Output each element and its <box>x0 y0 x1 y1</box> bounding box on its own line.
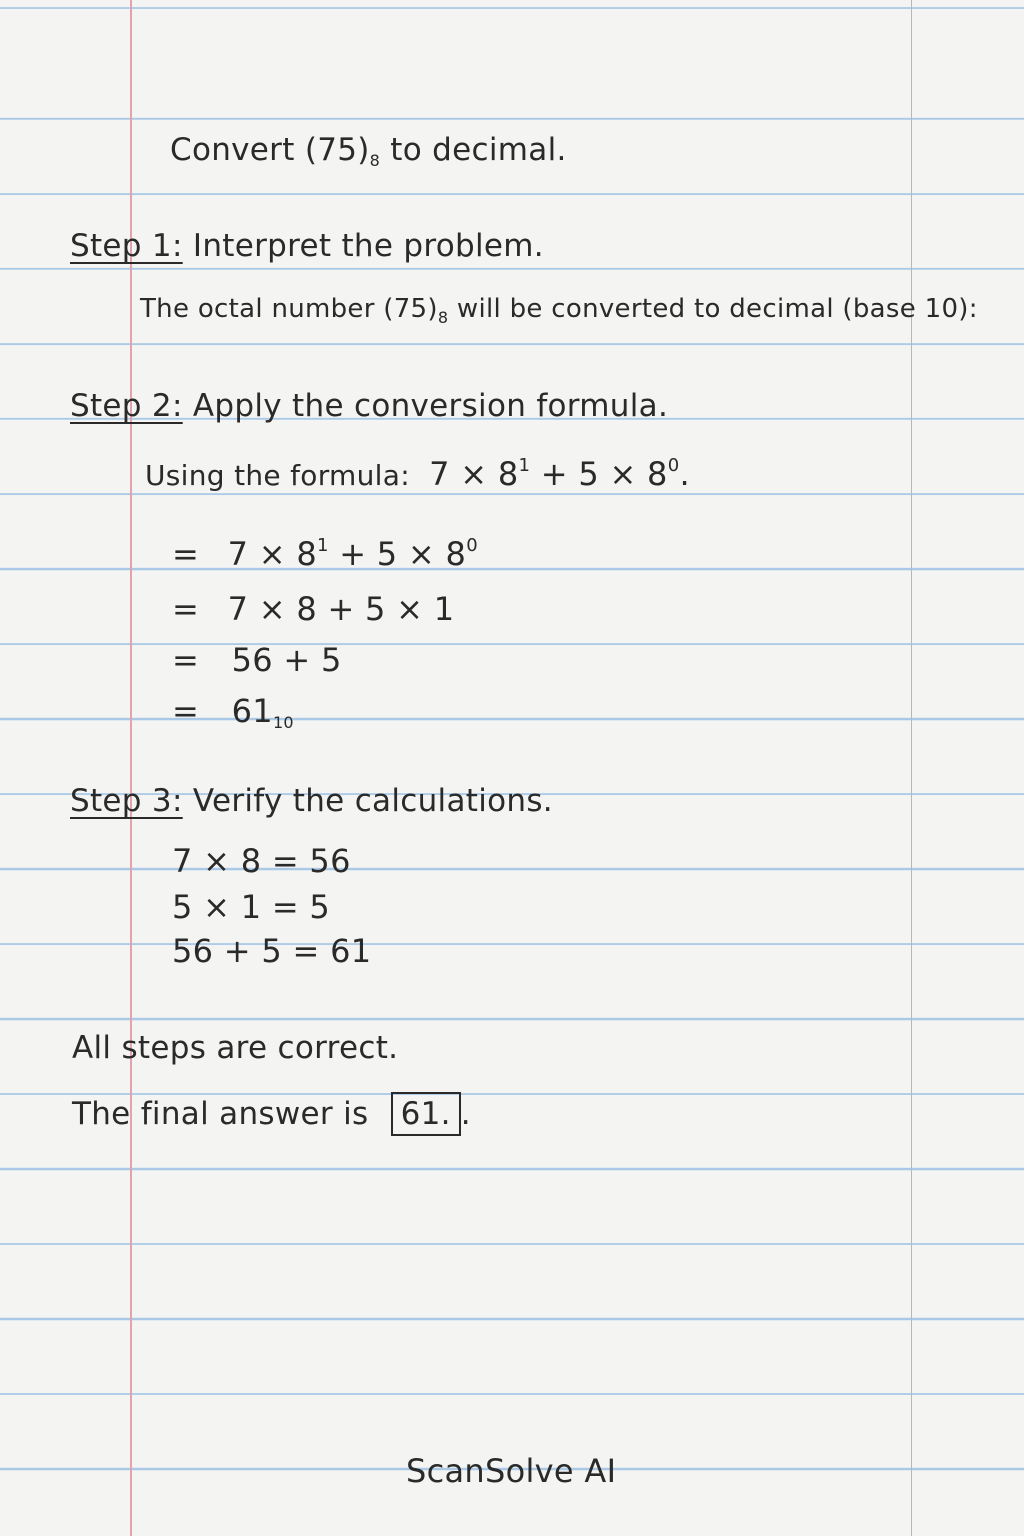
step1-heading <box>70 228 544 264</box>
calc1-term-a-exponent: 1 <box>316 535 329 556</box>
calc1-term-b-exponent: 0 <box>466 535 478 556</box>
calc-line-2 <box>172 590 454 628</box>
calc2-text: 7 × 8 + 5 × 1 <box>227 590 455 628</box>
final-answer-prefix: The final answer is <box>72 1096 369 1132</box>
formula-term-a-exponent: 1 <box>518 455 531 476</box>
calc4-subscript: 10 <box>272 713 294 732</box>
step1-label: Step 1: <box>70 228 183 264</box>
equals-sign: = <box>172 535 200 573</box>
step1-description <box>140 294 978 327</box>
problem-base-subscript: 8 <box>369 151 381 170</box>
step1-title: Interpret the problem. <box>192 228 544 264</box>
all-correct-text: All steps are correct. <box>72 1030 399 1066</box>
calc1-term-b: + 5 × 8 <box>328 535 467 573</box>
calc4-text: 61 <box>231 692 273 730</box>
equals-sign: = <box>172 641 200 679</box>
calc-line-1 <box>172 535 478 573</box>
formula-term-b-exponent: 0 <box>667 455 680 476</box>
formula-term-a: 7 × 8 <box>429 455 519 493</box>
formula-term-b: + 5 × 8 <box>530 455 668 493</box>
step3-label: Step 3: <box>70 783 183 819</box>
equals-sign: = <box>172 590 200 628</box>
step1-line-subscript: 8 <box>437 308 449 327</box>
calc1-term-a: 7 × 8 <box>227 535 317 573</box>
step1-line-suffix: will be converted to decimal (base 10): <box>448 294 978 324</box>
equals-sign: = <box>172 692 200 730</box>
step3-heading <box>70 783 553 819</box>
final-answer-line <box>72 1092 471 1136</box>
step2-formula <box>145 455 690 493</box>
formula-prefix: Using the formula: <box>145 459 410 492</box>
calc-line-3 <box>172 641 342 679</box>
problem-statement <box>170 132 567 170</box>
step3-title: Verify the calculations. <box>192 783 553 819</box>
final-answer-period: . <box>460 1096 471 1132</box>
formula-expression <box>429 455 690 493</box>
formula-end: . <box>679 455 690 493</box>
calc-line-4 <box>172 692 294 732</box>
problem-prefix: Convert (75) <box>170 132 370 168</box>
brand-watermark: ScanSolve AI <box>406 1452 617 1490</box>
check-line-1: 7 × 8 = 56 <box>172 842 351 880</box>
check-line-3: 56 + 5 = 61 <box>172 932 372 970</box>
right-margin-line <box>911 0 912 1536</box>
step2-label: Step 2: <box>70 388 183 424</box>
step1-line-prefix: The octal number (75) <box>140 294 438 324</box>
step2-heading <box>70 388 668 424</box>
step2-title: Apply the conversion formula. <box>192 388 669 424</box>
problem-suffix: to decimal. <box>380 132 567 168</box>
check-line-2: 5 × 1 = 5 <box>172 888 331 926</box>
final-answer-box: 61. <box>391 1092 461 1136</box>
calc3-text: 56 + 5 <box>231 641 342 679</box>
